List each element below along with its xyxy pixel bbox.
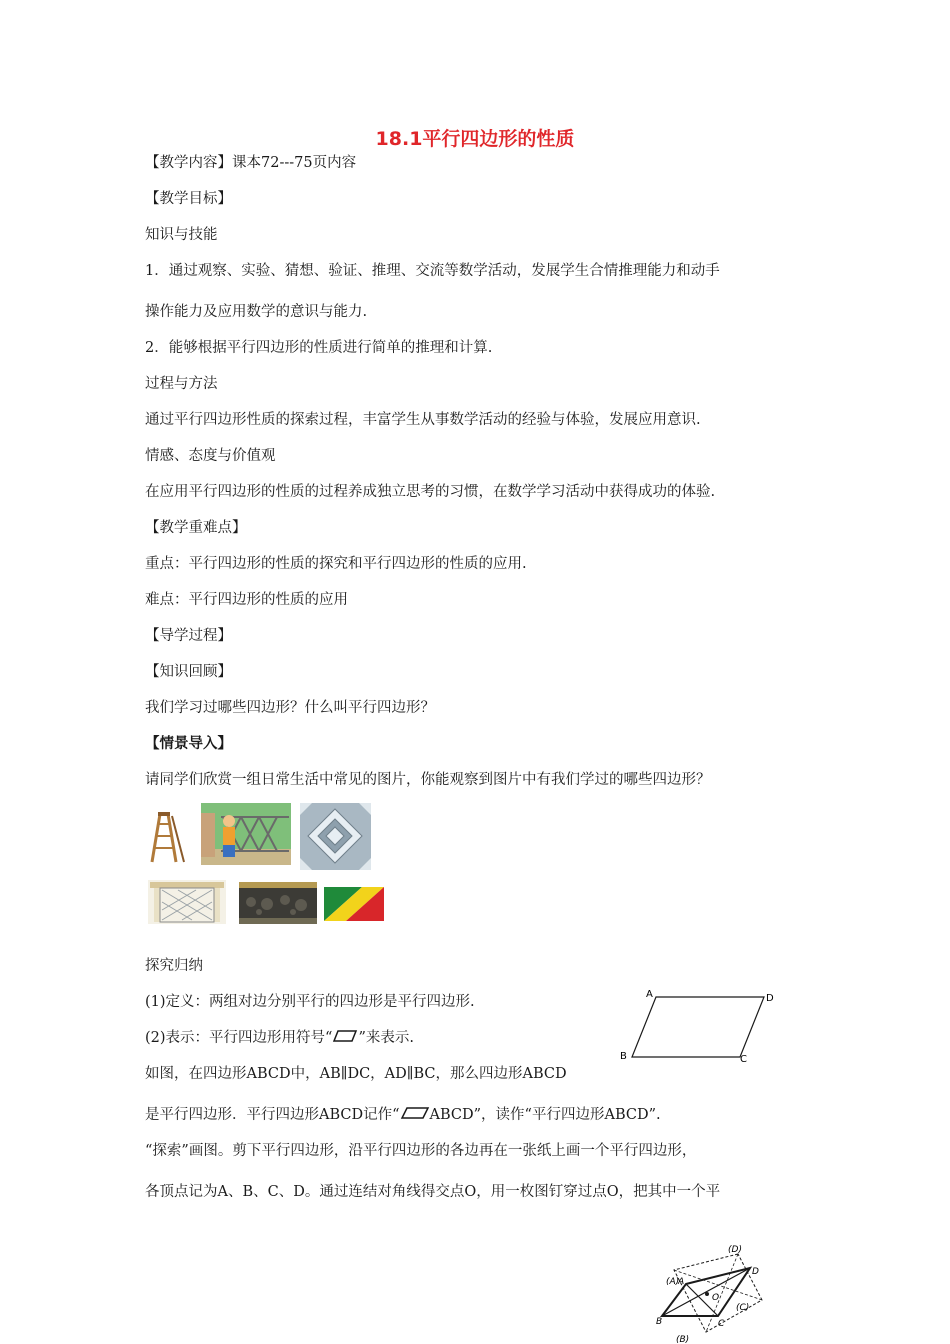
subheading-explore: 探究归纳	[145, 958, 203, 974]
ladder-image	[148, 810, 188, 864]
explore-drawing-text: “探索”画图。剪下平行四边形，沿平行四边形的各边再在一张纸上画一个平行四边形，	[145, 1143, 697, 1159]
vertex-label-c-rotated: (C)	[736, 1303, 750, 1313]
emotion-text: 在应用平行四边形的性质的过程养成独立思考的习惯，在数学学习活动中获得成功的体验.	[145, 484, 716, 500]
vertex-label-a: A	[678, 1277, 685, 1287]
center-label-o: O	[712, 1293, 720, 1303]
parallelogram-symbol-icon	[332, 1029, 358, 1047]
definition-text: (1)定义：两组对边分别平行的四边形是平行四边形.	[145, 994, 475, 1010]
goal-item-1: 1．通过观察、实验、猜想、验证、推理、交流等数学活动，发展学生合情推理能力和动手	[145, 263, 720, 279]
vertex-label-a-rotated: (A)	[666, 1277, 680, 1287]
page-title: 18.1平行四边形的性质	[375, 128, 575, 150]
subheading-knowledge: 知识与技能	[145, 227, 218, 243]
teaching-content: 【教学内容】课本72---75页内容	[145, 155, 357, 171]
tile-pattern-image	[300, 803, 371, 870]
subheading-emotion: 情感、态度与价值观	[145, 448, 276, 464]
key-point: 重点：平行四边形的性质的探究和平行四边形的性质的应用.	[145, 556, 527, 572]
vertex-label-d-rotated: (D)	[728, 1245, 742, 1255]
notation-text: (2)表示：平行四边形用符号“ ”来表示.	[145, 1030, 414, 1046]
vertex-label-b-rotated: (B)	[676, 1335, 690, 1344]
parallelogram-figure	[612, 985, 782, 1067]
vertex-label-c: C	[718, 1319, 725, 1329]
section-heading-review: 【知识回顾】	[145, 664, 232, 680]
parallelogram-symbol-icon	[400, 1106, 430, 1124]
sliding-gate-image	[201, 803, 291, 865]
section-heading-guided-process: 【导学过程】	[145, 628, 232, 644]
vertex-label-d: D	[766, 993, 774, 1004]
section-heading-goals: 【教学目标】	[145, 191, 232, 207]
window-grille-image	[148, 880, 226, 924]
example-text: 如图，在四边形ABCD中，AB∥DC，AD∥BC，那么四边形ABCD	[145, 1066, 567, 1082]
parallelogram-shape	[632, 997, 764, 1057]
subheading-process: 过程与方法	[145, 376, 218, 392]
vertex-label-d: D	[752, 1267, 759, 1277]
carved-wall-image	[239, 882, 317, 924]
goal-item-2: 2．能够根据平行四边形的性质进行简单的推理和计算.	[145, 340, 493, 356]
section-heading-key-points: 【教学重难点】	[145, 520, 247, 536]
explore-drawing-text-cont: 各顶点记为A、B、C、D。通过连结对角线得交点O，用一枚图钉穿过点O，把其中一个平	[145, 1184, 721, 1200]
section-heading-scenario: 【情景导入】	[145, 735, 232, 752]
difficult-point: 难点：平行四边形的性质的应用	[145, 592, 348, 608]
rotation-figure	[652, 1240, 772, 1344]
review-question: 我们学习过哪些四边形？什么叫平行四边形？	[145, 700, 435, 716]
vertex-label-b: B	[656, 1317, 663, 1327]
notation-example-text: 是平行四边形．平行四边形ABCD记作“ ABCD”，读作“平行四边形ABCD”.	[145, 1107, 661, 1123]
process-text: 通过平行四边形性质的探索过程，丰富学生从事数学活动的经验与体验，发展应用意识.	[145, 412, 701, 428]
flag-image	[324, 887, 384, 921]
vertex-label-c: C	[740, 1054, 747, 1065]
scenario-question: 请同学们欣赏一组日常生活中常见的图片，你能观察到图片中有我们学过的哪些四边形？	[145, 772, 711, 788]
vertex-label-a: A	[646, 989, 653, 1000]
vertex-label-b: B	[620, 1051, 627, 1062]
goal-item-1-cont: 操作能力及应用数学的意识与能力.	[145, 304, 368, 320]
